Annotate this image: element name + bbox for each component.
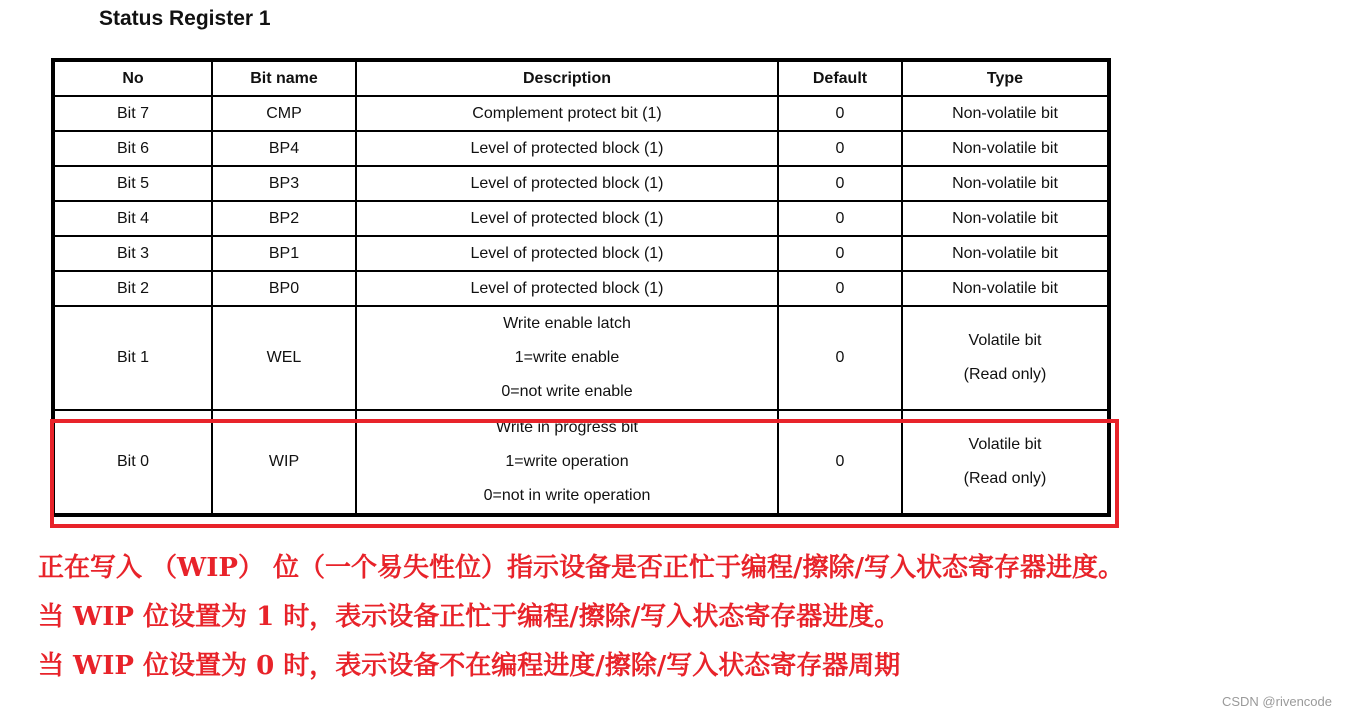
cell-description: Level of protected block (1) <box>356 166 778 201</box>
table-row <box>53 96 1109 131</box>
header-type: Type <box>902 60 1109 96</box>
cell-description <box>356 410 778 515</box>
cell-description: Level of protected block (1) <box>356 236 778 271</box>
cell-bit-name: BP0 <box>212 271 356 306</box>
status-register-table <box>51 58 1111 517</box>
cell-default: 0 <box>778 271 902 306</box>
cell-bit-name: CMP <box>212 96 356 131</box>
cell-default: 0 <box>778 410 902 515</box>
cell-no: Bit 6 <box>53 131 212 166</box>
cell-no: Bit 1 <box>53 306 212 410</box>
cell-no: Bit 4 <box>53 201 212 236</box>
cell-description: Level of protected block (1) <box>356 131 778 166</box>
cell-default: 0 <box>778 96 902 131</box>
cell-no: Bit 0 <box>53 410 212 515</box>
description-line: 0=not write enable <box>501 383 633 400</box>
cell-bit-name: BP2 <box>212 201 356 236</box>
description-line: Write in progress bit <box>496 419 638 436</box>
cell-bit-name: BP1 <box>212 236 356 271</box>
table-row <box>53 236 1109 271</box>
cell-description: Level of protected block (1) <box>356 201 778 236</box>
description-line: 0=not in write operation <box>483 487 651 504</box>
annotation-notes <box>38 545 1124 692</box>
cell-type: Non-volatile bit <box>902 131 1109 166</box>
page-title: Status Register 1 <box>99 7 271 30</box>
header-default: Default <box>778 60 902 96</box>
type-line: Volatile bit <box>968 332 1042 349</box>
cell-default: 0 <box>778 131 902 166</box>
table-row-wip <box>53 410 1109 515</box>
cell-type: Non-volatile bit <box>902 236 1109 271</box>
header-description: Description <box>356 60 778 96</box>
cell-description: Complement protect bit (1) <box>356 96 778 131</box>
type-line: (Read only) <box>963 470 1047 487</box>
table-row <box>53 166 1109 201</box>
description-line: Write enable latch <box>503 315 631 332</box>
table-row-wel <box>53 306 1109 410</box>
watermark: CSDN @rivencode <box>1221 694 1332 709</box>
cell-type: Non-volatile bit <box>902 166 1109 201</box>
description-line: 1=write enable <box>514 349 620 366</box>
table-header-row <box>53 60 1109 96</box>
cell-type: Non-volatile bit <box>902 96 1109 131</box>
cell-type: Non-volatile bit <box>902 271 1109 306</box>
cell-no: Bit 3 <box>53 236 212 271</box>
header-bit-name: Bit name <box>212 60 356 96</box>
note-line: 当 WIP 位设置为 1 时，表示设备正忙于编程/擦除/写入状态寄存器进度。 <box>38 602 901 632</box>
table-row <box>53 131 1109 166</box>
cell-bit-name: BP4 <box>212 131 356 166</box>
cell-bit-name: BP3 <box>212 166 356 201</box>
table-row <box>53 201 1109 236</box>
note-line: 正在写入 （WIP） 位（一个易失性位）指示设备是否正忙于编程/擦除/写入状态寄存器进度。 <box>38 553 1125 583</box>
cell-default: 0 <box>778 201 902 236</box>
cell-description <box>356 306 778 410</box>
cell-default: 0 <box>778 306 902 410</box>
cell-type <box>902 410 1109 515</box>
cell-description: Level of protected block (1) <box>356 271 778 306</box>
cell-bit-name: WEL <box>212 306 356 410</box>
description-line: 1=write operation <box>505 453 629 470</box>
cell-no: Bit 2 <box>53 271 212 306</box>
cell-type <box>902 306 1109 410</box>
cell-default: 0 <box>778 236 902 271</box>
type-line: (Read only) <box>963 366 1047 383</box>
cell-no: Bit 7 <box>53 96 212 131</box>
header-no: No <box>53 60 212 96</box>
cell-bit-name: WIP <box>212 410 356 515</box>
table-row <box>53 271 1109 306</box>
type-line: Volatile bit <box>968 436 1042 453</box>
cell-default: 0 <box>778 166 902 201</box>
cell-no: Bit 5 <box>53 166 212 201</box>
note-line: 当 WIP 位设置为 0 时，表示设备不在编程进度/擦除/写入状态寄存器周期 <box>38 651 901 681</box>
cell-type: Non-volatile bit <box>902 201 1109 236</box>
